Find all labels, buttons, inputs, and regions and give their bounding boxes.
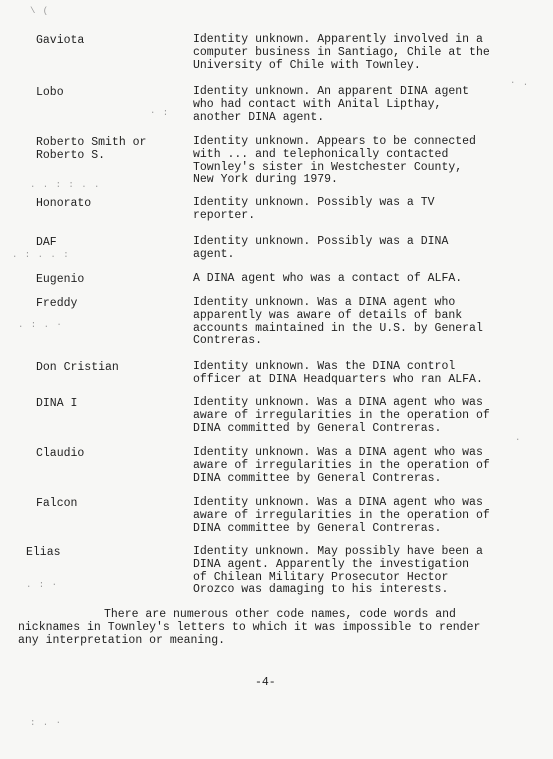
scan-noise: · — [515, 435, 522, 445]
scan-noise: \ ( — [30, 6, 50, 16]
code-name: Eugenio — [36, 273, 85, 286]
scan-noise: . : . . : — [12, 250, 70, 260]
code-name: Roberto Smith or Roberto S. — [36, 136, 147, 162]
code-name: Lobo — [36, 86, 64, 99]
scan-noise: . : · — [26, 580, 59, 590]
identity-description: Identity unknown. Possibly was a TV reporter. — [193, 196, 435, 222]
closing-paragraph: There are numerous other code names, code words and nicknames in Townley's letters to which it was impossible to render any interpretation or meaning. — [18, 608, 481, 647]
identity-description: Identity unknown. Was the DINA control officer at DINA Headquarters who ran ALFA. — [193, 360, 483, 386]
code-name: Don Cristian — [36, 361, 119, 374]
identity-description: Identity unknown. Was a DINA agent who was aware of irregularities in the operation of DINA committee by General Contreras. — [193, 446, 490, 485]
identity-description: Identity unknown. Was a DINA agent who was aware of irregularities in the operation of DINA committee by General Contreras. — [193, 496, 490, 535]
scan-noise: : . · — [30, 718, 63, 728]
code-name: Freddy — [36, 297, 78, 310]
identity-description: Identity unknown. Apparently involved in a computer business in Santiago, Chile at the University of Chile with Townley. — [193, 33, 490, 72]
identity-description: Identity unknown. May possibly have been a DINA agent. Apparently the investigation of Chilean Military Prosecutor Hector Orozco was damaging to his interests. — [193, 545, 483, 597]
scan-noise: . : . · — [18, 320, 63, 330]
code-name: DINA I — [36, 397, 78, 410]
code-name: Claudio — [36, 447, 85, 460]
code-name: DAF — [36, 236, 57, 249]
scan-noise: . . : : . . — [30, 180, 101, 190]
page-number: -4- — [255, 676, 276, 689]
scan-noise: · : — [150, 108, 170, 118]
code-name: Falcon — [36, 497, 78, 510]
identity-description: Identity unknown. Was a DINA agent who apparently was aware of details of bank accounts maintained in the U.S. by General Contreras. — [193, 296, 483, 348]
identity-description: A DINA agent who was a contact of ALFA. — [193, 272, 463, 285]
identity-description: Identity unknown. An apparent DINA agent who had contact with Anital Lipthay, another DINA agent. — [193, 85, 470, 124]
code-name: Honorato — [36, 197, 92, 210]
code-name: Gaviota — [36, 34, 85, 47]
identity-description: Identity unknown. Possibly was a DINA agent. — [193, 235, 449, 261]
scan-noise: · . — [510, 78, 530, 88]
identity-description: Identity unknown. Appears to be connected with ... and telephonically contacted Townley's sister in Westchester County, New York during 1979. — [193, 135, 476, 187]
identity-description: Identity unknown. Was a DINA agent who was aware of irregularities in the operation of DINA committed by General Contreras. — [193, 396, 490, 435]
code-name: Elias — [26, 546, 61, 559]
